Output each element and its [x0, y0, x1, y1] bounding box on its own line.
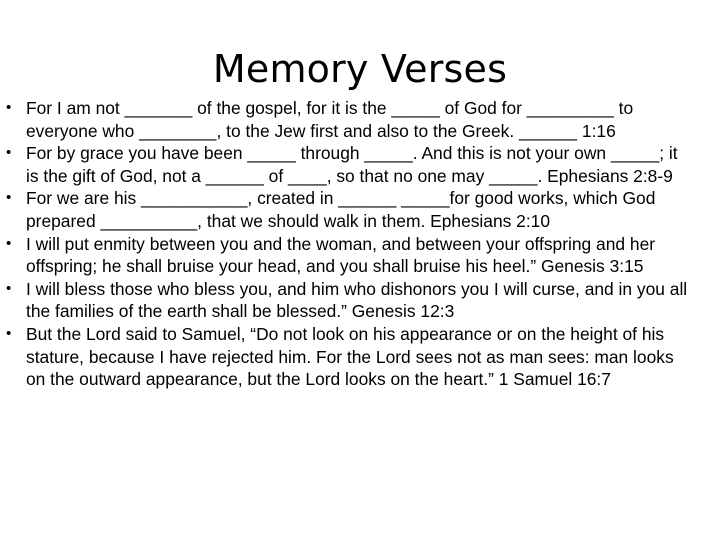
bullet-icon: •: [6, 99, 12, 116]
verse-text: I will put enmity between you and the woman, and between your offspring and her offspring; he shall bruise your head, and you shall bruise his heel.” Genesis 3:15: [26, 233, 656, 277]
verse-item: [0, 323, 690, 391]
verse-text: For we are his ___________, created in ______ _____for good works, which God prepared __________, that we should walk in them. Ephesians 2:10: [26, 188, 656, 231]
verse-item: [0, 187, 690, 232]
bullet-icon: •: [6, 144, 12, 162]
verse-text: For by grace you have been _____ through _____. And this is not your own _____; it is the gift of God, not a ______ of ____, so that no one may _____. Ephesians 2:8-9: [26, 143, 678, 186]
verse-item: [0, 233, 690, 278]
verse-text: I will bless those who bless you, and him who dishonors you I will curse, and in you all the families of the earth shall be blessed.” Genesis 12:3: [26, 278, 688, 322]
slide-title: Memory Verses: [212, 47, 508, 92]
bullet-icon: •: [6, 324, 12, 342]
bullet-icon: •: [6, 279, 12, 297]
verse-item: [0, 97, 690, 142]
verse-item: [0, 278, 690, 323]
verse-text: But the Lord said to Samuel, “Do not look on his appearance or on the height of his stature, because I have rejected him. For the Lord sees not as man sees: man looks on the outward appearance, but the Lord looks on the heart.” 1 Samuel 16:7: [26, 323, 674, 390]
bullet-icon: •: [6, 189, 12, 207]
verse-item: [0, 142, 690, 187]
verse-text: For I am not _______ of the gospel, for it is the _____ of God for _________ to everyone who ________, to the Jew first and also to the Greek. ______ 1:16: [26, 98, 634, 141]
bullet-icon: •: [6, 234, 12, 252]
verse-list: [0, 97, 690, 391]
